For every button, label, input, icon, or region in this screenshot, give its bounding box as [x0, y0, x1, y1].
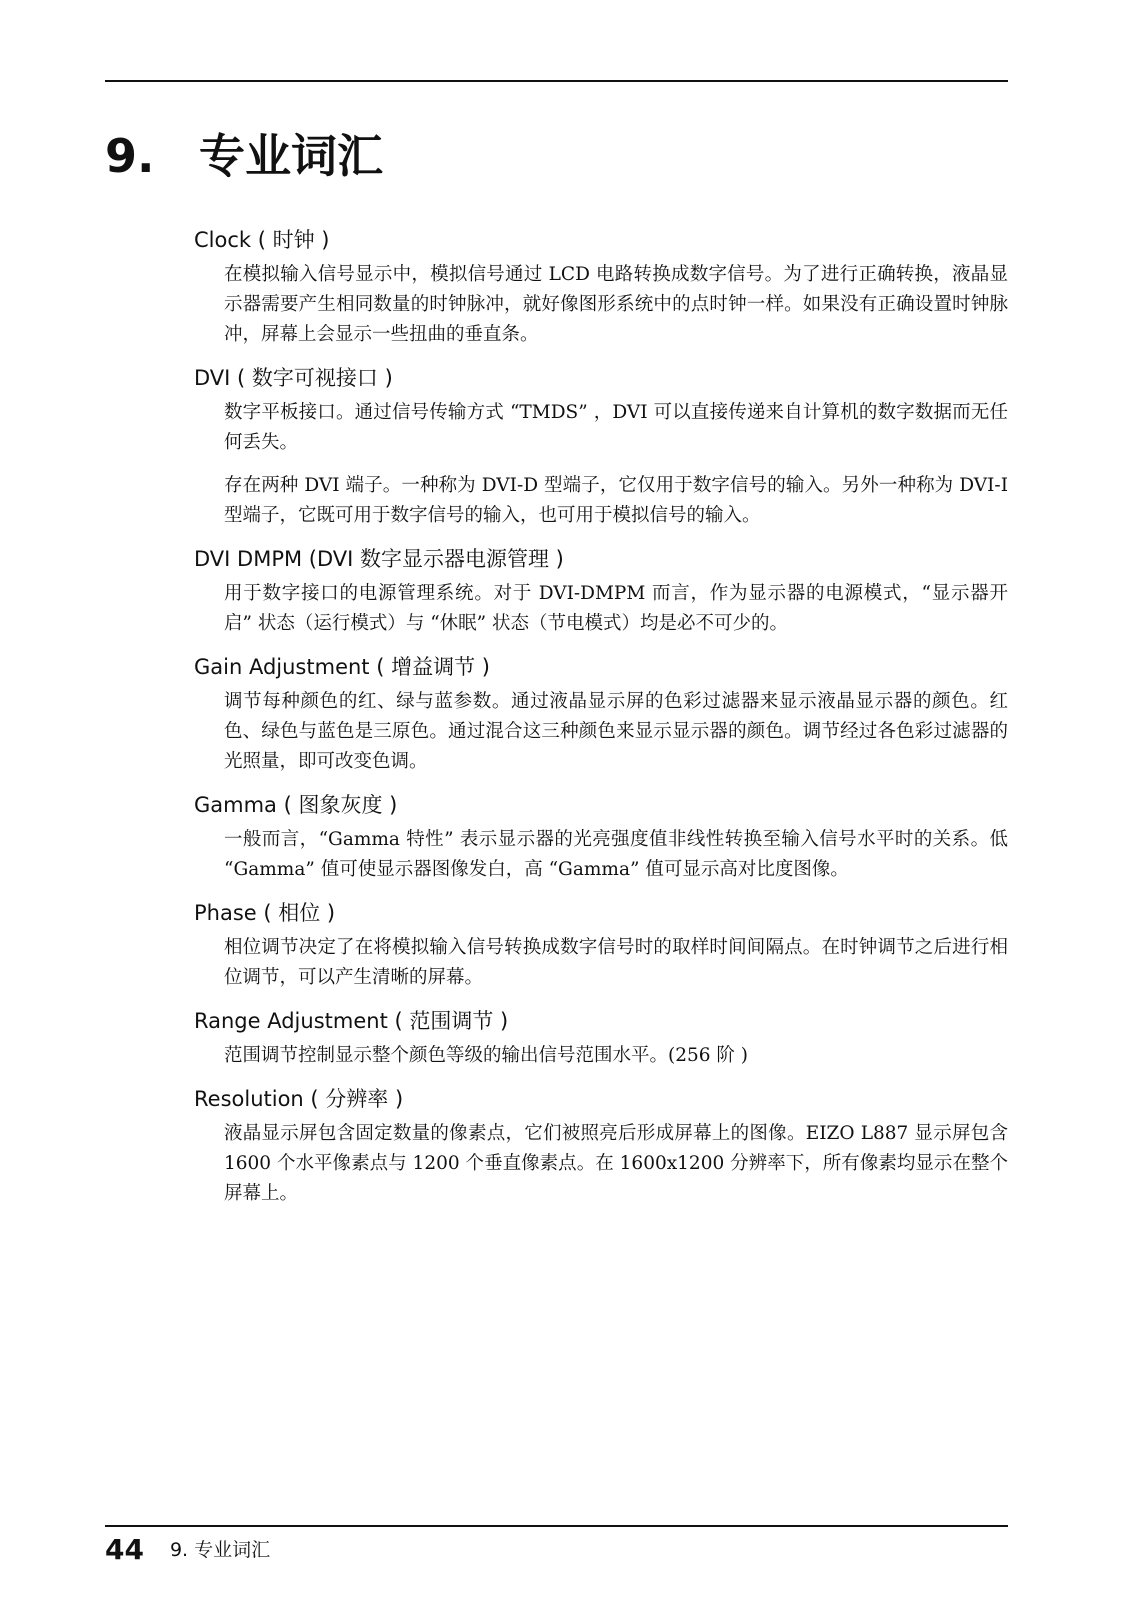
- term-definition: 液晶显示屏包含固定数量的像素点，它们被照亮后形成屏幕上的图像。EIZO L887 显示屏包含 1600 个水平像素点与 1200 个垂直像素点。在 1600x1200 分辨率下，所有像素均显示在整个屏幕上。: [224, 1123, 1008, 1204]
- top-rule: [105, 80, 1008, 82]
- term-resolution: [194, 1084, 1008, 1209]
- term-range-adjustment: [194, 1006, 1008, 1071]
- term-definition: 调节每种颜色的红、绿与蓝参数。通过液晶显示屏的色彩过滤器来显示液晶显示器的颜色。红色、绿色与蓝色是三原色。通过混合这三种颜色来显示显示器的颜色。调节经过各色彩过滤器的光照量，即可改变色调。: [224, 691, 1008, 772]
- page-number: 44: [105, 1533, 144, 1566]
- footer-chapter-label: 9. 专业词汇: [169, 1539, 271, 1561]
- term-heading: Phase ( 相位 ): [194, 901, 336, 925]
- term-dvi-dmpm: [194, 544, 1008, 639]
- term-definition: 在模拟输入信号显示中，模拟信号通过 LCD 电路转换成数字信号。为了进行正确转换，液晶显示器需要产生相同数量的时钟脉冲，就好像图形系统中的点时钟一样。如果没有正确设置时钟脉冲，屏幕上会显示一些扭曲的垂直条。: [224, 264, 1008, 345]
- term-gamma: [194, 790, 1008, 885]
- page-footer: [105, 1530, 270, 1570]
- term-definition: 存在两种 DVI 端子。一种称为 DVI-D 型端子，它仅用于数字信号的输入。另外一种称为 DVI-I 型端子，它既可用于数字信号的输入，也可用于模拟信号的输入。: [224, 475, 1008, 526]
- term-definition: 用于数字接口的电源管理系统。对于 DVI-DMPM 而言，作为显示器的电源模式，“显示器开启” 状态（运行模式）与 “休眠” 状态（节电模式）均是必不可少的。: [224, 583, 1008, 634]
- term-definition: 范围调节控制显示整个颜色等级的输出信号范围水平。(256 阶 ): [224, 1045, 749, 1066]
- term-definition: 数字平板接口。通过信号传输方式 “TMDS” ，DVI 可以直接传递来自计算机的数字数据而无任何丢失。: [224, 402, 1008, 453]
- bottom-rule: [105, 1525, 1008, 1527]
- term-heading: DVI DMPM (DVI 数字显示器电源管理 ): [194, 547, 564, 571]
- term-dvi: [194, 363, 1008, 531]
- term-heading: Resolution ( 分辨率 ): [194, 1087, 404, 1111]
- term-definition: 相位调节决定了在将模拟输入信号转换成数字信号时的取样时间间隔点。在时钟调节之后进行相位调节，可以产生清晰的屏幕。: [224, 937, 1008, 988]
- term-heading: Range Adjustment ( 范围调节 ): [194, 1009, 509, 1033]
- glossary-list: [194, 225, 1008, 1222]
- chapter-title: 专业词汇: [199, 129, 383, 183]
- term-heading: Clock ( 时钟 ): [194, 228, 330, 252]
- term-phase: [194, 898, 1008, 993]
- chapter-heading: [105, 124, 383, 188]
- term-heading: Gain Adjustment ( 增益调节 ): [194, 655, 490, 679]
- term-gain-adjustment: [194, 652, 1008, 777]
- term-heading: Gamma ( 图象灰度 ): [194, 793, 398, 817]
- term-definition: 一般而言，“Gamma 特性” 表示显示器的光亮强度值非线性转换至输入信号水平时的关系。低 “Gamma” 值可使显示器图像发白，高 “Gamma” 值可显示高对比度图像。: [224, 829, 1008, 880]
- term-heading: DVI ( 数字可视接口 ): [194, 366, 393, 390]
- term-clock: [194, 225, 1008, 350]
- chapter-number: 9.: [105, 129, 155, 183]
